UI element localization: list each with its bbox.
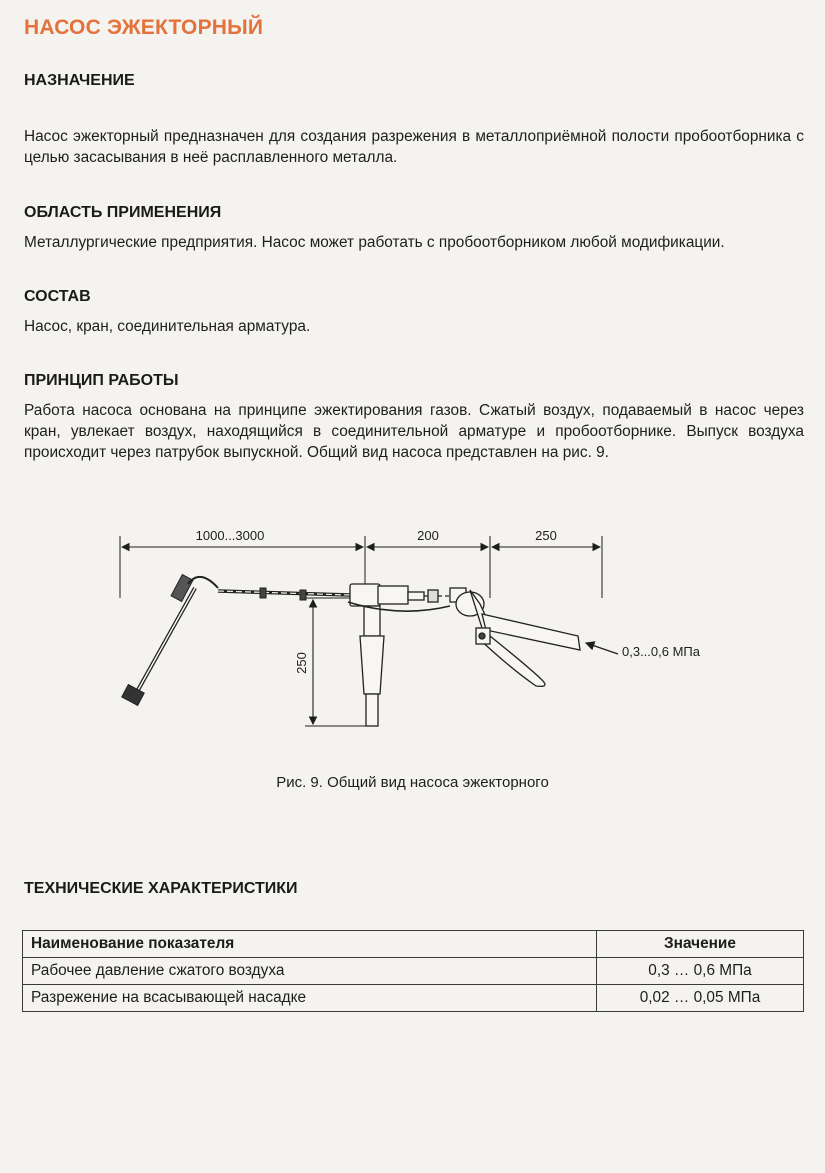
application-heading: ОБЛАСТЬ ПРИМЕНЕНИЯ <box>24 204 222 221</box>
ejector-body <box>348 584 450 726</box>
table-cell-name: Разрежение на всасывающей насадке <box>23 985 597 1012</box>
pressure-arrow <box>586 643 618 654</box>
table-row <box>23 985 804 1012</box>
table-row <box>23 958 804 985</box>
column-header-name: Наименование показателя <box>23 931 597 958</box>
specs-table <box>22 930 804 1012</box>
ejector-pump-drawing <box>110 518 730 728</box>
table-cell-name: Рабочее давление сжатого воздуха <box>23 958 597 985</box>
purpose-heading: НАЗНАЧЕНИЕ <box>24 72 135 89</box>
table-header-row <box>23 931 804 958</box>
principle-heading: ПРИНЦИП РАБОТЫ <box>24 372 179 389</box>
dim-middle-label: 200 <box>417 528 439 543</box>
dim-length-label: 1000...3000 <box>195 528 265 543</box>
principle-text: Работа насоса основана на принципе эжектирования газов. Сжатый воздух, подаваемый в насос через кран, увлекает воздух, находящийся в соединительной арматуре и пробоотборнике. Выпуск воздуха происходит через патрубок выпускной. Общий вид насоса представлен на рис. 9. <box>24 402 804 461</box>
column-header-value: Значение <box>597 931 804 958</box>
composition-text: Насос, кран, соединительная арматура. <box>24 318 311 335</box>
page-title: НАСОС ЭЖЕКТОРНЫЙ <box>24 16 264 39</box>
air-valve <box>450 588 580 686</box>
application-text: Металлургические предприятия. Насос может работать с пробоотборником любой модификации. <box>24 234 725 251</box>
specs-heading: ТЕХНИЧЕСКИЕ ХАРАКТЕРИСТИКИ <box>24 880 298 897</box>
pressure-label: 0,3...0,6 МПа <box>622 644 700 659</box>
dim-right-label: 250 <box>535 528 557 543</box>
dim-height-label: 250 <box>294 652 309 674</box>
composition-heading: СОСТАВ <box>24 288 91 305</box>
sampler-tube <box>122 575 218 706</box>
table-cell-value: 0,02 … 0,05 МПа <box>597 985 804 1012</box>
table-cell-value: 0,3 … 0,6 МПа <box>597 958 804 985</box>
purpose-text: Насос эжекторный предназначен для создания разрежения в металлоприёмной полости пробоотборника с целью засасывания в неё расплавленного металла. <box>24 128 804 166</box>
figure-caption: Рис. 9. Общий вид насоса эжекторного <box>276 774 549 791</box>
